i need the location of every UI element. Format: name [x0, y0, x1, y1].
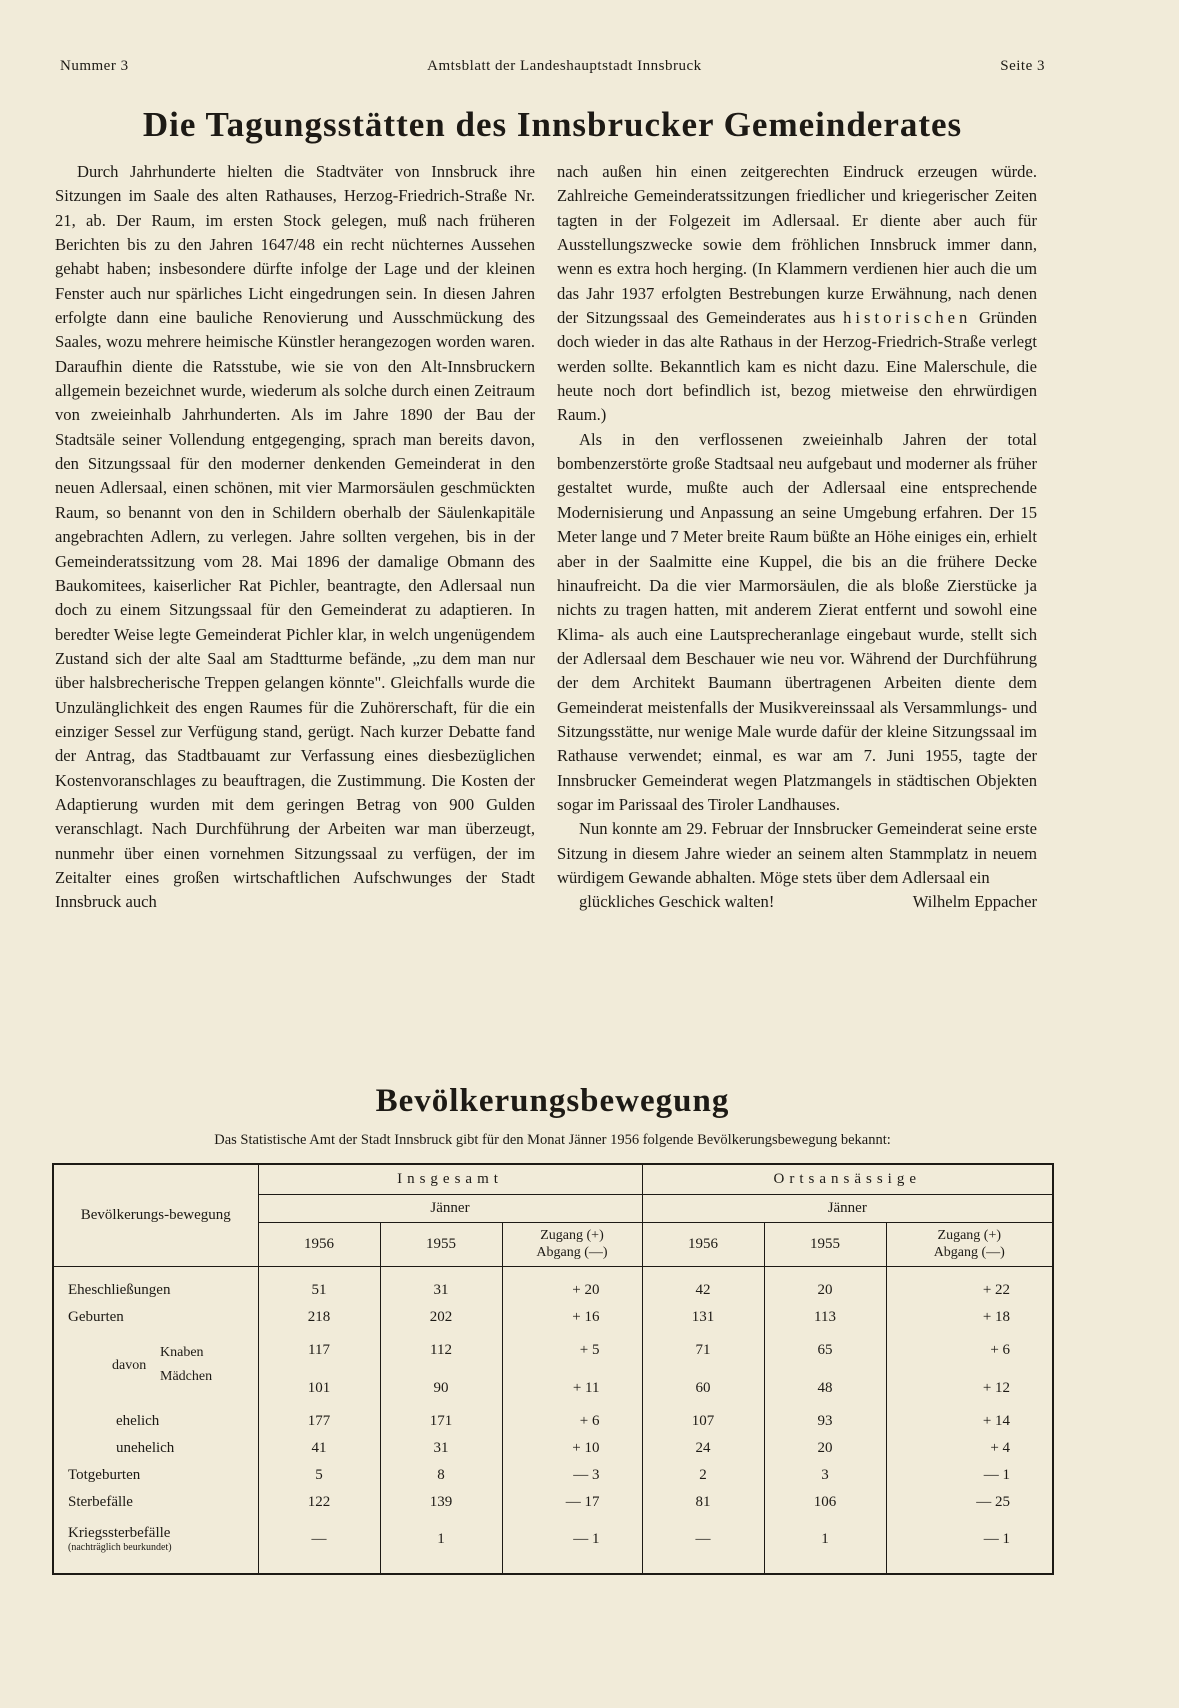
table-row: [53, 1277, 1053, 1304]
cell-resident-1955: 20: [764, 1277, 886, 1304]
cell-resident-1956: 71: [642, 1331, 764, 1369]
row-label: Knaben: [160, 1345, 204, 1361]
cell-total-1955: 139: [380, 1489, 502, 1516]
cell-resident-change: + 22: [886, 1277, 1053, 1304]
row-label: Mädchen: [160, 1369, 213, 1385]
table-row: [53, 1517, 1053, 1563]
article-column-left: [55, 160, 535, 915]
cell-total-1955: 90: [380, 1369, 502, 1407]
paragraph-text: nach außen hin einen zeitgerechten Eindruck erzeugen würde. Zahlreiche Gemeinderatssitzungen friedlicher und kriegerischer Zeiten tagten in der Folgezeit im Adlersaal. Er diente aber auch für Ausstellungszwecke sowie dem fröhlichen Innsbruck immer dann, wenn es extra hoch herging. (In Klammern verdienen hier auch die um das Jahr 1937 erfolgten Bestrebungen kurze Erwähnung, nach denen der Sitzungssaal des Gemeinderates aus: [557, 162, 1037, 328]
cell-total-1955: 112: [380, 1331, 502, 1369]
table-row: [53, 1408, 1053, 1435]
cell-resident-change: + 18: [886, 1304, 1053, 1331]
issue-number: Nummer 3: [60, 58, 129, 74]
article-title: Die Tagungsstätten des Innsbrucker Gemeinderates: [142, 105, 963, 144]
table-row: [53, 1435, 1053, 1462]
publication-name: Amtsblatt der Landeshauptstadt Innsbruck: [427, 58, 702, 74]
cell-total-change: + 5: [502, 1331, 642, 1369]
cell-total-1955: 171: [380, 1408, 502, 1435]
cell-total-1956: 51: [258, 1277, 380, 1304]
year-header: 1955: [764, 1222, 886, 1266]
group-header-resident: Ortsansässige: [642, 1164, 1053, 1194]
table-row: [53, 1331, 1053, 1369]
cell-total-1956: —: [258, 1517, 380, 1563]
change-header: Zugang (+) Abgang (—): [886, 1222, 1053, 1266]
emphasized-word: historischen: [843, 308, 972, 328]
table-row: [53, 1462, 1053, 1489]
cell-resident-change: + 14: [886, 1408, 1053, 1435]
cell-total-1956: 5: [258, 1462, 380, 1489]
row-label: Kriegssterbefälle (nachträglich beurkundet): [53, 1517, 258, 1563]
article-paragraph: [557, 160, 1037, 428]
cell-total-1956: 41: [258, 1435, 380, 1462]
section-lead: Das Statistische Amt der Stadt Innsbruck gibt für den Monat Jänner 1956 folgende Bevölkerungsbewegung bekannt:: [214, 1132, 891, 1148]
cell-resident-1955: 3: [764, 1462, 886, 1489]
cell-resident-1955: 113: [764, 1304, 886, 1331]
month-header: Jänner: [642, 1194, 1053, 1222]
cell-total-1956: 117: [258, 1331, 380, 1369]
change-header: Zugang (+) Abgang (—): [502, 1222, 642, 1266]
cell-total-change: + 16: [502, 1304, 642, 1331]
cell-resident-1955: 93: [764, 1408, 886, 1435]
row-label: Sterbefälle: [53, 1489, 258, 1516]
cell-total-change: + 11: [502, 1369, 642, 1407]
article-column-right: [557, 160, 1037, 915]
cell-total-1956: 101: [258, 1369, 380, 1407]
year-header: 1956: [642, 1222, 764, 1266]
group-header-total: Insgesamt: [258, 1164, 642, 1194]
article-paragraph: Als in den verflossenen zweieinhalb Jahren der total bombenzerstörte große Stadtsaal neu aufgebaut und moderner als früher gestaltet wurde, mußte auch der Adlersaal eine entsprechende Modernisierung und Anpassung an seine Umgebung erfahren. Der 15 Meter lange und 7 Meter breite Raum büßte an Höhe einiges ein, erhielt aber in der Saalmitte eine Kuppel, die bis an die frühere Decke hinaufreicht. Da die vier Marmorsäulen, die als bloße Zierstücke ja nichts zu tragen hatten, mit anderem Zierat entfernt und sowohl eine Klima- als auch eine Lautsprecheranlage eingebaut wurde, stellt sich der Adlersaal dem Beschauer wie neu vor. Während der Durchführung der dem Architekt Baumann übertragenen Arbeiten diente dem Gemeinderat meistenfalls der Musikvereinssaal als Versammlungs- und Sitzungsstätte, nur wenige Male wurde dafür der kleine Sitzungssaal im Rathause verwendet; einmal, es war am 7. Juni 1955, tagte der Innsbrucker Gemeinderat wegen Platzmangels in städtischen Objekten sogar im Parissaal des Tiroler Landhauses.: [557, 429, 1037, 814]
cell-resident-change: + 6: [886, 1331, 1053, 1369]
running-head: [60, 58, 1045, 75]
cell-resident-change: + 12: [886, 1369, 1053, 1407]
cell-resident-change: — 1: [886, 1517, 1053, 1563]
month-header: Jänner: [258, 1194, 642, 1222]
cell-total-1955: 1: [380, 1517, 502, 1563]
table-row: [53, 1489, 1053, 1516]
paragraph-text: Gründen doch wieder in das alte Rathaus in der Herzog-Friedrich-Straße verlegt werden sollte. Bekanntlich kam es nicht dazu. Eine Malerschule, die heute noch dort befindlich ist, bezog mietweise den ehrwürdigen Raum.): [557, 308, 1037, 425]
cell-resident-1955: 20: [764, 1435, 886, 1462]
cell-total-1956: 177: [258, 1408, 380, 1435]
cell-resident-1956: 81: [642, 1489, 764, 1516]
author-signature: Wilhelm Eppacher: [912, 892, 1037, 912]
cell-total-change: + 10: [502, 1435, 642, 1462]
cell-total-1955: 31: [380, 1435, 502, 1462]
cell-resident-1956: 60: [642, 1369, 764, 1407]
row-sublabel: (nachträglich beurkundet): [68, 1542, 172, 1554]
cell-resident-1956: —: [642, 1517, 764, 1563]
cell-total-change: — 3: [502, 1462, 642, 1489]
row-label: Totgeburten: [53, 1462, 258, 1489]
cell-resident-change: + 4: [886, 1435, 1053, 1462]
page-number: Seite 3: [1000, 58, 1045, 74]
article-paragraph: Nun konnte am 29. Februar der Innsbrucker Gemeinderat seine erste Sitzung in diesem Jahre wieder an seinem alten Stammplatz in neuem würdigem Gewande abhalten. Möge stets über dem Adlersaal ein: [557, 819, 1037, 887]
cell-total-1956: 218: [258, 1304, 380, 1331]
cell-resident-1955: 1: [764, 1517, 886, 1563]
cell-resident-1956: 107: [642, 1408, 764, 1435]
cell-resident-1956: 24: [642, 1435, 764, 1462]
cell-total-change: + 20: [502, 1277, 642, 1304]
cell-resident-1955: 106: [764, 1489, 886, 1516]
population-table: [52, 1163, 1054, 1575]
cell-resident-change: — 25: [886, 1489, 1053, 1516]
article-paragraph: Durch Jahrhunderte hielten die Stadtväter von Innsbruck ihre Sitzungen im Saale des alten Rathauses, Herzog-Friedrich-Straße Nr. 21, ab. Der Raum, im ersten Stock gelegen, muß nach früheren Berichten bis zu den Jahren 1647/48 ein recht nüchternes Aussehen gehabt haben; insbesondere dürfte infolge der Lage und der kleinen Fenster auch nur spärliches Licht eingedrungen sein. In diesen Jahren erfolgte dann eine bauliche Renovierung und Ausschmückung des Saales, wozu mehrere heimische Künstler herangezogen worden waren. Daraufhin diente die Ratsstube, wie sie von den Alt-Innsbruckern allgemein bezeichnet wurde, wiederum als solche durch einen Zeitraum von zweieinhalb Jahrhunderten. Als im Jahre 1890 der Bau der Stadtsäle seiner Vollendung entgegenging, sprach man bereits davon, den Sitzungssaal für den moderner denkenden Gemeinderat in den neuen Adlersaal, einen schönen, mit vier Marmorsäulen geschmückten Raum, so benannt von den in Schildern oberhalb der Säulenkapitäle angebrachten Adlern, zu verlegen. Jahre sollten vergehen, bis in der Gemeinderatssitzung vom 28. Mai 1896 der damalige Obmann des Baukomitees, kaiserlicher Rat Pichler, beantragte, den Adlersaal nun doch zu einem Sitzungssaal für den Gemeinderat zu adaptieren. In beredter Weise legte Gemeinderat Pichler klar, in welch ungenügendem Zustand sich der alte Saal am Stadtturme befände, „zu dem man nur über halsbrecherische Treppen gelangen könnte". Gleichfalls wurde die Unzulänglichkeit des engen Raumes für die Zuhörerschaft, für die ein einziger Sessel zur Verfügung stand, gerügt. Nach kurzer Debatte fand der Antrag, das Stadtbauamt zur Verfassung eines diesbezüglichen Kostenvoranschlages zu beauftragen, die Zustimmung. Die Kosten der Adaptierung wurden mit dem geringen Betrag von 900 Gulden veranschlagt. Nach Durchführung der Arbeiten war man überzeugt, nunmehr über einen vornehmen Sitzungssaal zu verfügen, der im Zeitalter eines großen wirtschaftlichen Aufschwunges der Stadt Innsbruck auch: [55, 162, 535, 912]
row-label: Eheschließungen: [53, 1277, 258, 1304]
cell-total-1955: 202: [380, 1304, 502, 1331]
closing-text: glückliches Geschick walten!: [579, 892, 775, 912]
cell-total-1955: 31: [380, 1277, 502, 1304]
cell-resident-1955: 65: [764, 1331, 886, 1369]
davon-label: davon: [112, 1358, 147, 1374]
section-title: Bevölkerungsbewegung: [375, 1083, 730, 1119]
table-corner-label: Bevölkerungs-bewegung: [53, 1164, 258, 1266]
cell-resident-change: — 1: [886, 1462, 1053, 1489]
closing-line: [557, 890, 1037, 914]
cell-total-change: + 6: [502, 1408, 642, 1435]
cell-total-change: — 17: [502, 1489, 642, 1516]
cell-resident-1956: 42: [642, 1277, 764, 1304]
cell-resident-1956: 2: [642, 1462, 764, 1489]
row-label-group: [53, 1331, 258, 1408]
row-label: unehelich: [53, 1435, 258, 1462]
cell-resident-1956: 131: [642, 1304, 764, 1331]
cell-total-1956: 122: [258, 1489, 380, 1516]
cell-total-change: — 1: [502, 1517, 642, 1563]
row-label: Geburten: [53, 1304, 258, 1331]
row-label: ehelich: [53, 1408, 258, 1435]
year-header: 1956: [258, 1222, 380, 1266]
year-header: 1955: [380, 1222, 502, 1266]
table-row: [53, 1304, 1053, 1331]
cell-total-1955: 8: [380, 1462, 502, 1489]
cell-resident-1955: 48: [764, 1369, 886, 1407]
